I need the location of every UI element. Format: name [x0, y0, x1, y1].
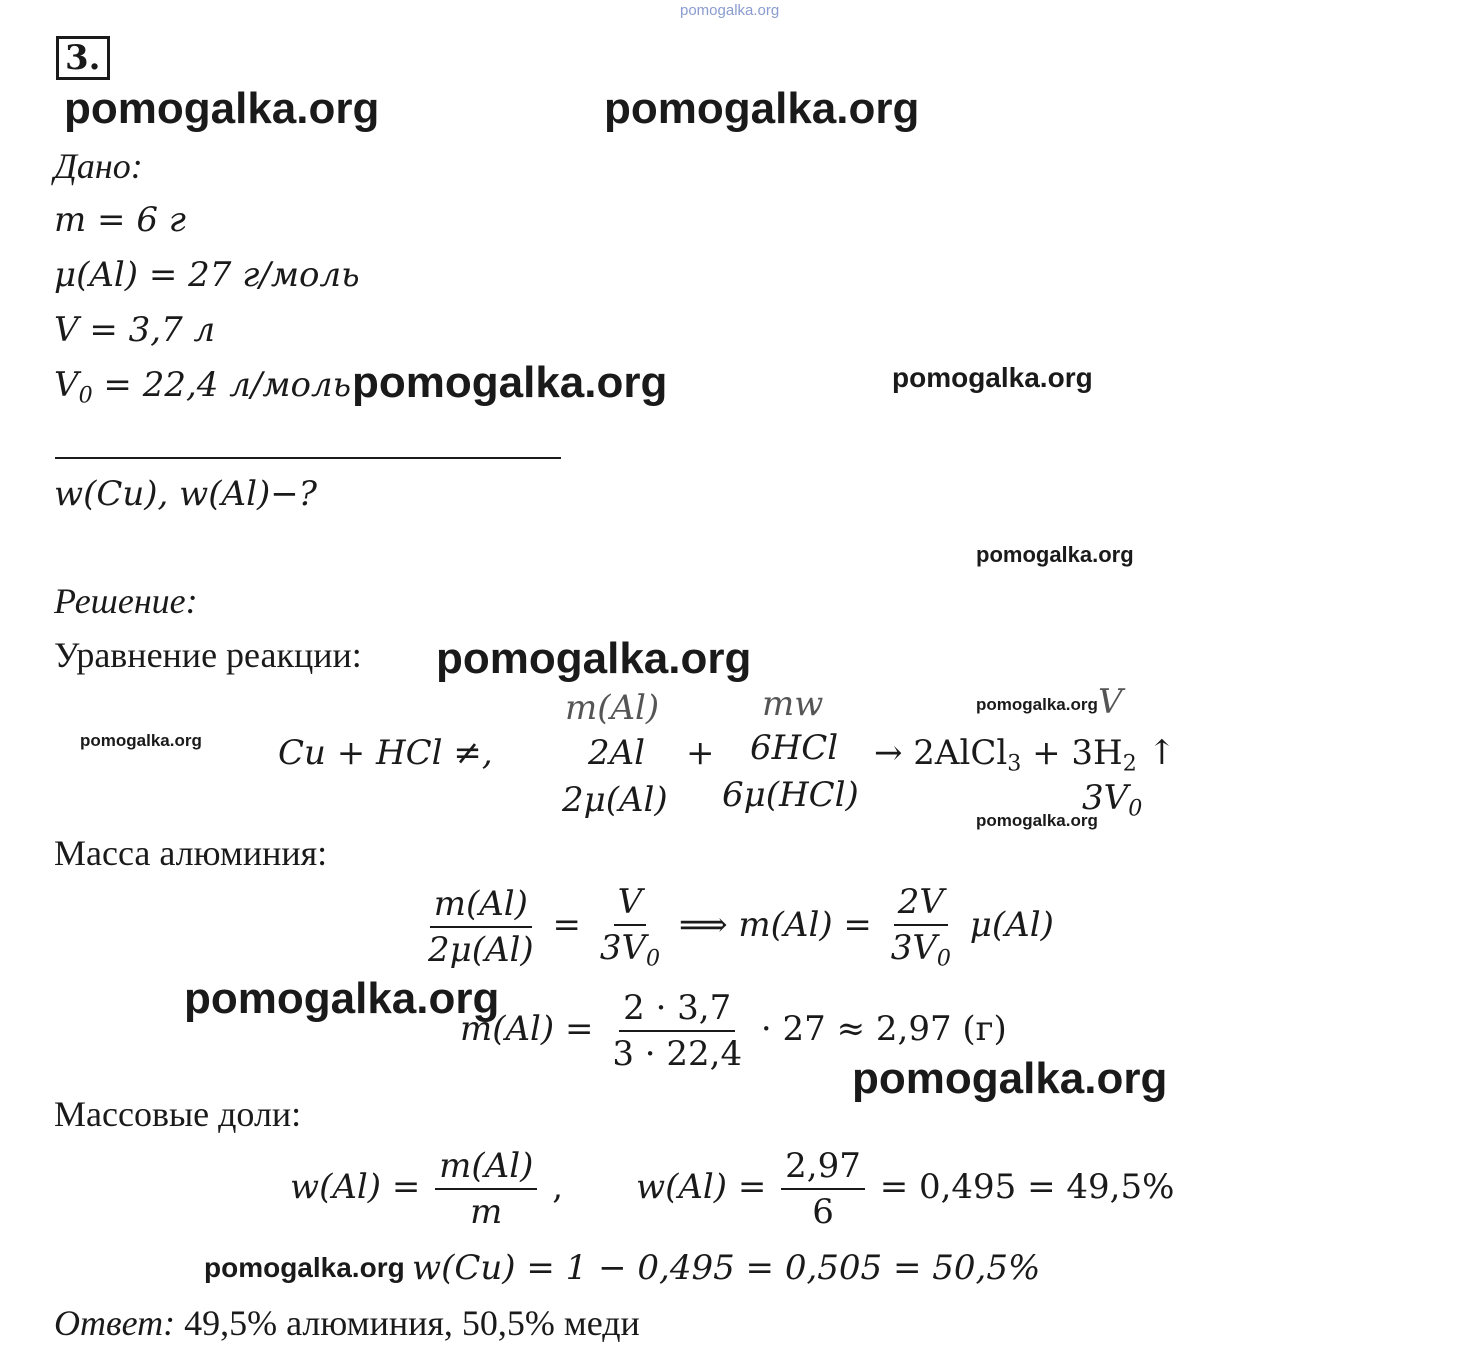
watermark: pomogalka.org: [976, 542, 1134, 567]
watermark: pomogalka.org: [604, 84, 920, 133]
given-molar-volume: $V_0 = 22,4$ л/моль: [54, 365, 352, 409]
given-mass: m = 6 г: [54, 200, 186, 240]
reaction-copper: Cu + HCl ≠,: [278, 733, 493, 773]
reaction-hcl-mid: 6HCl: [750, 728, 839, 768]
fractions-label: Массовые доли:: [54, 1094, 302, 1134]
given-volume: V = 3,7 л: [54, 310, 216, 350]
fraction-result: w(Al) = $\frac{2,97}{6}$ = 0,495 = 49,5%: [636, 1146, 1175, 1232]
problem-number: 3.: [56, 36, 110, 80]
watermark: pomogalka.org: [352, 358, 668, 407]
fraction: $\frac{V}{3V_0}$: [599, 882, 661, 972]
solution-label: Решение:: [54, 581, 198, 621]
reaction-al-mid: 2Al: [588, 733, 646, 773]
fraction: $\frac{2V}{3V_0}$: [890, 882, 951, 972]
divider: [55, 457, 561, 459]
given-molar-mass: μ(Al) = 27 г/моль: [54, 255, 360, 295]
watermark: pomogalka.org: [64, 84, 380, 133]
watermark: pomogalka.org: [204, 1252, 405, 1283]
watermark: pomogalka.org: [80, 731, 202, 750]
mass-calculation: m(Al) = $\frac{2 \cdot 3,7}{3 \cdot 22,4}$ · 27 ≈ 2,97 (г): [460, 988, 1007, 1074]
reaction-hcl-top: mw: [762, 684, 824, 724]
mass-label: Масса алюминия:: [54, 833, 328, 873]
answer: Ответ: 49,5% алюминия, 50,5% меди: [54, 1303, 640, 1343]
watermark: pomogalka.org: [852, 1054, 1168, 1103]
watermark: pomogalka.org: [976, 811, 1098, 830]
watermark-top: pomogalka.org: [680, 2, 780, 19]
watermark: pomogalka.org: [184, 974, 500, 1023]
watermark: pomogalka.org: [976, 695, 1098, 714]
reaction-h2-bot: $3V_0$: [1082, 778, 1143, 822]
mass-equation: $\frac{m(Al)}{2\mu(Al)}$ = $\frac{V}{3V_0}$ ⟹ m(Al) = $\frac{2V}{3V_0}$ μ(Al): [420, 882, 1054, 972]
watermark: pomogalka.org: [892, 362, 1093, 393]
reaction-label: Уравнение реакции:: [54, 635, 362, 675]
fraction: $\frac{m(Al)}{2\mu(Al)}$: [428, 883, 534, 970]
reaction-plus: +: [686, 733, 715, 773]
given-label: Дано:: [54, 146, 143, 186]
reaction-hcl-bot: 6μ(HCl): [722, 775, 859, 815]
fraction-equation: w(Al) = $\frac{m(Al)}{m}$ ,: [290, 1146, 563, 1232]
watermark: pomogalka.org: [436, 634, 752, 683]
fraction: $\frac{m(Al)}{m}$: [435, 1146, 537, 1232]
fraction: $\frac{2,97}{6}$: [781, 1146, 865, 1232]
copper-fraction: w(Cu) = 1 − 0,495 = 0,505 = 50,5%: [412, 1248, 1041, 1288]
find-line: w(Cu), w(Al)−?: [54, 474, 317, 514]
reaction-products: → 2AlCl$_3$ + $3H_2$ ↑: [874, 733, 1177, 777]
reaction-h2-top: V: [1098, 682, 1123, 722]
fraction: $\frac{2 \cdot 3,7}{3 \cdot 22,4}$: [612, 988, 743, 1074]
reaction-al-top: m(Al): [565, 688, 660, 728]
reaction-al-bot: 2μ(Al): [562, 780, 668, 820]
